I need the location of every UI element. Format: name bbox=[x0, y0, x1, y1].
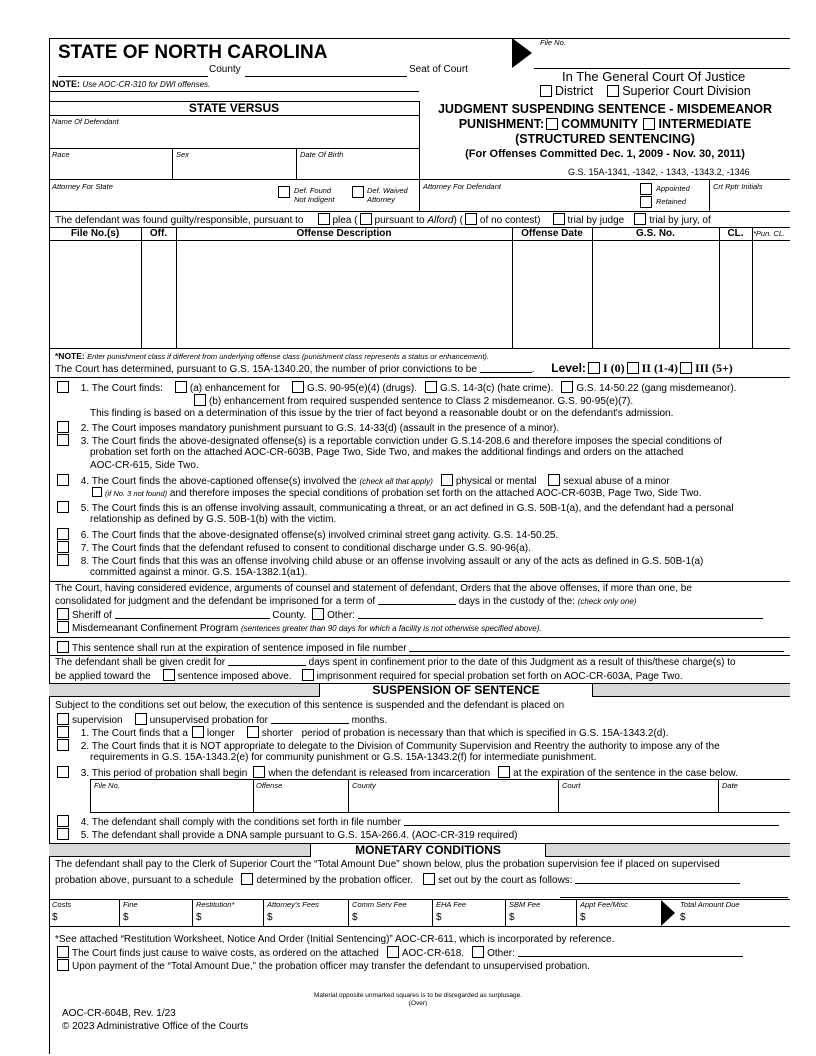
other-waive-checkbox[interactable] bbox=[472, 946, 484, 958]
finding-1-label: 1. The Court finds: bbox=[80, 383, 163, 394]
credit-label: The defendant shall be given credit for bbox=[55, 657, 226, 668]
total-dollar: $ bbox=[680, 912, 686, 923]
monetary-title: MONETARY CONDITIONS bbox=[310, 844, 546, 857]
susp-4-file-blank[interactable] bbox=[404, 816, 779, 826]
appt-fee-dollar: $ bbox=[580, 912, 586, 923]
finding-1-basis: This finding is based on a determination of this issue by the trier of fact beyond a reasonable doubt or on the defendant's admission. bbox=[90, 408, 674, 419]
finding-4b-checkbox[interactable] bbox=[92, 487, 102, 497]
comm-serv-label: Comm Serv Fee bbox=[352, 900, 407, 909]
hate-crime-checkbox[interactable] bbox=[425, 381, 437, 393]
eha-label: EHA Fee bbox=[436, 900, 467, 909]
case-file-no-label: File No. bbox=[94, 781, 120, 790]
col-cl: CL. bbox=[727, 228, 744, 239]
district-label: District bbox=[555, 84, 594, 98]
released-label: when the defendant is released from incarceration bbox=[268, 768, 491, 779]
attorney-label: Attorney bbox=[367, 195, 395, 204]
susp-1-rest: period of probation is necessary than that which is specified in G.S. 15A-1343.2(d). bbox=[301, 728, 669, 739]
case-court-label: Court bbox=[562, 781, 581, 790]
gs-citations: G.S. 15A-1341, -1342, - 1343, -1343.2, -1346 bbox=[568, 167, 750, 177]
prior-convictions-blank[interactable] bbox=[480, 363, 532, 373]
hate-crime-label: G.S. 14-3(c) (hate crime). bbox=[439, 383, 554, 394]
name-label: Name Of Defendant bbox=[52, 117, 119, 126]
county-label: County bbox=[209, 64, 241, 75]
not-indigent-checkbox[interactable] bbox=[278, 186, 290, 198]
finding-5-line2: relationship as defined by G.S. 50B-1(b) with the victim. bbox=[90, 514, 337, 525]
susp-2-line2: requirements in G.S. 15A-1343.2(e) for community punishment or G.S. 15A-1343.2(f) for intermediate punishment. bbox=[90, 752, 597, 763]
alford-label: pursuant to bbox=[374, 215, 425, 226]
dob-label: Date Of Birth bbox=[300, 150, 344, 159]
months-blank[interactable] bbox=[271, 714, 349, 724]
community-checkbox[interactable] bbox=[546, 118, 558, 130]
other-waive-blank[interactable] bbox=[518, 947, 743, 957]
finding-3-line2: probation set forth on the attached AOC-CR-603B, Page Two, Side Two, and makes the additional findings and orders on the attached bbox=[90, 447, 684, 458]
months-label: months. bbox=[351, 715, 388, 726]
schedule-blank[interactable] bbox=[575, 874, 740, 884]
note-bold: NOTE: bbox=[52, 79, 80, 89]
form-number: AOC-CR-604B, Rev. 1/23 bbox=[62, 1008, 176, 1019]
def-waived-checkbox[interactable] bbox=[352, 186, 364, 198]
drugs-label: G.S. 90-95(e)(4) (drugs). bbox=[306, 383, 417, 394]
aoc-618-label: AOC-CR-618. bbox=[401, 948, 465, 959]
other-custody-blank[interactable] bbox=[358, 609, 763, 619]
sheriff-label: Sheriff of bbox=[72, 610, 112, 621]
plea-checkbox[interactable] bbox=[318, 213, 330, 225]
finding-4-hint: (check all that apply) bbox=[359, 477, 433, 486]
unsupervised-label: unsupervised probation for bbox=[149, 715, 269, 726]
finding-1b-label: (b) enhancement from required suspended sentence to Class 2 misdemeanor. G.S. 90-95(e)(7). bbox=[209, 396, 634, 407]
finding-8-label: 8. The Court finds that this was an offense involving child abuse or an offense involving assault or any of the acts as defined in G.S. 50B-1(a) bbox=[80, 556, 704, 567]
susp-2-checkbox[interactable] bbox=[57, 739, 69, 751]
plea-label: plea ( bbox=[332, 215, 358, 226]
susp-1-checkbox[interactable] bbox=[57, 726, 69, 738]
expiration-sentence-label: at the expiration of the sentence in the case below. bbox=[513, 768, 738, 779]
finding-8-checkbox[interactable] bbox=[57, 554, 69, 566]
attorney-defendant-label: Attorney For Defendant bbox=[423, 182, 501, 191]
county-line[interactable] bbox=[58, 65, 208, 77]
trial-judge-checkbox[interactable] bbox=[553, 213, 565, 225]
probation-officer-label: determined by the probation officer. bbox=[256, 875, 414, 886]
note-text-2: Enter punishment class if different from underlying offense class (punishment class represents a status or enhancement). bbox=[87, 352, 489, 361]
finding-6-checkbox[interactable] bbox=[57, 528, 69, 540]
copyright: © 2023 Administrative Office of the Courts bbox=[62, 1021, 249, 1032]
mcp-note: (sentences greater than 90 days for which a facility is not otherwise specified above). bbox=[240, 624, 542, 633]
trial-judge-label: trial by judge bbox=[567, 215, 625, 226]
gang-checkbox[interactable] bbox=[561, 381, 573, 393]
waive-costs-checkbox[interactable] bbox=[57, 946, 69, 958]
suspension-band bbox=[49, 683, 790, 697]
col-file-no: File No.(s) bbox=[70, 228, 120, 239]
file-no-label: File No. bbox=[540, 38, 566, 47]
physical-label: physical or mental bbox=[455, 476, 537, 487]
case-county-label: County bbox=[352, 781, 376, 790]
over-note: (Over) bbox=[408, 1000, 428, 1007]
alford-italic: Alford bbox=[427, 215, 454, 226]
crt-rptr-label: Crt Rptr Initials bbox=[713, 182, 763, 191]
probation-officer-checkbox[interactable] bbox=[241, 873, 253, 885]
credit-line2: be applied toward the bbox=[55, 671, 151, 682]
level-1-label: I (0) bbox=[602, 361, 625, 375]
sheriff-county-blank[interactable] bbox=[115, 609, 270, 619]
finding-1a-label: (a) enhancement for bbox=[189, 383, 280, 394]
restitution-note: *See attached “Restitution Worksheet, Notice And Order (Initial Sentencing)” AOC-CR-611, which is incorporated by reference. bbox=[55, 934, 615, 945]
sexual-label: sexual abuse of a minor bbox=[563, 476, 670, 487]
costs-label: Costs bbox=[52, 900, 72, 909]
community-label: COMMUNITY bbox=[561, 117, 638, 131]
col-offense-date: Offense Date bbox=[521, 228, 583, 239]
longer-checkbox[interactable] bbox=[192, 726, 204, 738]
released-checkbox[interactable] bbox=[253, 766, 265, 778]
finding-2-checkbox[interactable] bbox=[57, 421, 69, 433]
appointed-label: Appointed bbox=[656, 184, 690, 193]
mcp-checkbox[interactable] bbox=[57, 621, 69, 633]
court-name: In The General Court Of Justice bbox=[562, 69, 746, 84]
aoc-618-checkbox[interactable] bbox=[387, 946, 399, 958]
physical-checkbox[interactable] bbox=[441, 474, 453, 486]
trial-jury-label: trial by jury, of bbox=[649, 215, 711, 226]
custody-line2: consolidated for judgment and the defendant be imprisoned for a term of bbox=[55, 596, 376, 607]
finding-7-label: 7. The Court finds that the defendant refused to consent to conditional discharge under G.S. 90-96(a). bbox=[80, 543, 531, 554]
finding-4-line2: and therefore imposes the special conditions of probation set forth on the attached AOC-CR-603B, Page Two, Side Two. bbox=[169, 488, 702, 499]
susp-4-label: 4. The defendant shall comply with the conditions set forth in file number bbox=[80, 817, 401, 828]
sheriff-checkbox[interactable] bbox=[57, 608, 69, 620]
eha-dollar: $ bbox=[436, 912, 442, 923]
special-probation-label: imprisonment required for special probation set forth on AOC-CR-603A, Page Two. bbox=[316, 671, 683, 682]
finding-1b-checkbox[interactable] bbox=[194, 394, 206, 406]
col-gs-no: G.S. No. bbox=[636, 228, 675, 239]
appt-fee-label: Appt Fee/Misc bbox=[580, 900, 628, 909]
transfer-label: Upon payment of the “Total Amount Due,” the probation officer may transfer the defendant to unsupervised probation. bbox=[72, 961, 590, 972]
susp-5-label: 5. The defendant shall provide a DNA sample pursuant to G.S. 15A-266.4. (AOC-CR-319 required) bbox=[80, 830, 518, 841]
finding-8-line2: committed against a minor. G.S. 15A-1382.1(a1). bbox=[90, 567, 308, 578]
term-blank[interactable] bbox=[378, 595, 456, 605]
structured-label: (STRUCTURED SENTENCING) bbox=[515, 132, 695, 146]
judgment-title: JUDGMENT SUSPENDING SENTENCE - MISDEMEANOR bbox=[437, 102, 773, 116]
col-off: Off. bbox=[149, 228, 168, 239]
costs-dollar: $ bbox=[52, 912, 58, 923]
monetary-line1: The defendant shall pay to the Clerk of Superior Court the “Total Amount Due” shown below, plus the probation supervision fee if placed on supervised bbox=[55, 859, 720, 870]
district-checkbox[interactable] bbox=[540, 85, 552, 97]
sexual-checkbox[interactable] bbox=[548, 474, 560, 486]
attorney-state-label: Attorney For State bbox=[52, 182, 113, 191]
level-3-label: III (5+) bbox=[694, 361, 733, 375]
superior-label: Superior Court Division bbox=[622, 84, 751, 98]
def-found-label: Def. Found bbox=[294, 186, 332, 195]
other-waive-label: Other: bbox=[487, 948, 515, 959]
case-offense-label: Offense bbox=[256, 781, 283, 790]
drugs-checkbox[interactable] bbox=[292, 381, 304, 393]
monetary-band bbox=[49, 843, 790, 857]
gang-label: G.S. 14-50.22 (gang misdemeanor). bbox=[576, 383, 737, 394]
finding-1-checkbox[interactable] bbox=[57, 381, 69, 393]
total-arrow-icon bbox=[661, 900, 676, 926]
state-title: STATE OF NORTH CAROLINA bbox=[58, 42, 328, 63]
level-3-checkbox[interactable] bbox=[680, 362, 692, 374]
susp-5-checkbox[interactable] bbox=[57, 828, 69, 840]
finding-4-label: 4. The Court finds the above-captioned offense(s) involved the bbox=[80, 476, 357, 487]
retained-label: Retained bbox=[656, 197, 687, 206]
def-waived-label: Def. Waived bbox=[367, 186, 408, 195]
finding-5-checkbox[interactable] bbox=[57, 501, 69, 513]
punishment-label: PUNISHMENT: bbox=[458, 117, 545, 131]
trial-jury-checkbox[interactable] bbox=[634, 213, 646, 225]
case-date-label: Date bbox=[722, 781, 738, 790]
court-schedule-checkbox[interactable] bbox=[423, 873, 435, 885]
surplus-note: Material opposite unmarked squares is to be disregarded as surplusage. bbox=[313, 992, 523, 999]
plea-intro: The defendant was found guilty/responsible, pursuant to bbox=[55, 215, 304, 226]
mcp-label: Misdemeanant Confinement Program bbox=[72, 623, 239, 634]
supervision-checkbox[interactable] bbox=[57, 713, 69, 725]
col-pun-cl: *Pun. CL. bbox=[753, 229, 786, 238]
seat-label: Seat of Court bbox=[409, 64, 468, 75]
susp-1-label: 1. The Court finds that a bbox=[80, 728, 188, 739]
plea-paren: ) ( bbox=[453, 215, 463, 226]
finding-2-label: 2. The Court imposes mandatory punishment pursuant to G.S. 14-33(d) (assault in the presence of a minor). bbox=[80, 423, 560, 434]
susp-4-checkbox[interactable] bbox=[57, 815, 69, 827]
susp-3-label: 3. This period of probation shall begin bbox=[80, 768, 248, 779]
race-label: Race bbox=[52, 150, 70, 159]
shorter-checkbox[interactable] bbox=[247, 726, 259, 738]
intermediate-label: INTERMEDIATE bbox=[658, 117, 752, 131]
superior-checkbox[interactable] bbox=[607, 85, 619, 97]
level-label: Level: bbox=[551, 361, 586, 375]
fine-label: Fine bbox=[123, 900, 138, 909]
suspension-line1: Subject to the conditions set out below, the execution of this sentence is suspended and the defendant is placed on bbox=[55, 700, 565, 711]
expiration-checkbox[interactable] bbox=[57, 641, 69, 653]
sbm-dollar: $ bbox=[509, 912, 515, 923]
restitution-dollar: $ bbox=[196, 912, 202, 923]
col-description: Offense Description bbox=[296, 228, 392, 239]
expiration-sentence-checkbox[interactable] bbox=[498, 766, 510, 778]
no-contest-checkbox[interactable] bbox=[465, 213, 477, 225]
transfer-checkbox[interactable] bbox=[57, 959, 69, 971]
prior-convictions-text: The Court has determined, pursuant to G.S. 15A-1340.20, the number of prior convictions to be bbox=[55, 364, 477, 375]
county-label-2: County. bbox=[272, 610, 307, 621]
finding-4-note: (if No. 3 not found) bbox=[105, 489, 168, 498]
credit-line1: days spent in confinement prior to the date of this Judgment as a result of this/these charge(s) to bbox=[308, 657, 736, 668]
note-bold-2: *NOTE: bbox=[55, 351, 85, 361]
custody-days: days in the custody of the: bbox=[458, 596, 575, 607]
not-indigent-label: Not Indigent bbox=[294, 195, 335, 204]
intermediate-checkbox[interactable] bbox=[643, 118, 655, 130]
other-custody-label: Other: bbox=[327, 610, 355, 621]
finding-6-label: 6. The Court finds that the above-designated offense(s) involved criminal street gang activity. G.S. 14-50.25. bbox=[80, 530, 559, 541]
shorter-label: shorter bbox=[261, 728, 293, 739]
sentence-imposed-label: sentence imposed above. bbox=[177, 671, 292, 682]
retained-checkbox[interactable] bbox=[640, 196, 652, 208]
credit-days-blank[interactable] bbox=[228, 656, 306, 666]
finding-3-label: 3. The Court finds the above-designated offense(s) is a reportable conviction under G.S.14-208.6 and therefore imposes the special conditions of bbox=[80, 436, 722, 447]
other-custody-checkbox[interactable] bbox=[312, 608, 324, 620]
longer-label: longer bbox=[206, 728, 235, 739]
level-1-checkbox[interactable] bbox=[588, 362, 600, 374]
appointed-checkbox[interactable] bbox=[640, 183, 652, 195]
susp-3-checkbox[interactable] bbox=[57, 766, 69, 778]
sentence-imposed-checkbox[interactable] bbox=[163, 669, 175, 681]
expiration-file-blank[interactable] bbox=[409, 642, 784, 652]
finding-7-checkbox[interactable] bbox=[57, 541, 69, 553]
unsupervised-checkbox[interactable] bbox=[135, 713, 147, 725]
waive-costs-label: The Court finds just cause to waive costs, as ordered on the attached bbox=[72, 948, 379, 959]
court-schedule-label: set out by the court as follows: bbox=[438, 875, 573, 886]
special-probation-checkbox[interactable] bbox=[302, 669, 314, 681]
offenses-dates: (For Offenses Committed Dec. 1, 2009 - Nov. 30, 2011) bbox=[465, 148, 745, 160]
total-label: Total Amount Due bbox=[680, 900, 740, 909]
check-one-hint: (check only one) bbox=[577, 597, 637, 606]
susp-2-label: 2. The Court finds that it is NOT appropriate to delegate to the Division of Community Supervision and Reentry the authority to impose any of the bbox=[80, 741, 720, 752]
alford-checkbox[interactable] bbox=[360, 213, 372, 225]
level-2-label: II (1-4) bbox=[641, 361, 678, 375]
no-contest-label: of no contest) bbox=[479, 215, 541, 226]
seat-line[interactable] bbox=[245, 65, 407, 77]
finding-3-line3: AOC-CR-615, Side Two. bbox=[90, 460, 199, 471]
custody-line1: The Court, having considered evidence, arguments of counsel and statement of defendant, Orders that the above offenses, if more than one, be bbox=[55, 583, 692, 594]
state-versus: STATE VERSUS bbox=[188, 101, 280, 115]
restitution-label: Restitution* bbox=[196, 900, 235, 909]
suspension-title: SUSPENSION OF SENTENCE bbox=[319, 684, 593, 697]
finding-4-checkbox[interactable] bbox=[57, 474, 69, 486]
expiration-label: This sentence shall run at the expiration of sentence imposed in file number bbox=[72, 643, 407, 654]
note-text: Use AOC-CR-310 for DWI offenses. bbox=[82, 80, 211, 89]
attorney-fees-dollar: $ bbox=[267, 912, 273, 923]
supervision-label: supervision bbox=[72, 715, 123, 726]
finding-5-label: 5. The Court finds this is an offense involving assault, communicating a threat, or an act defined in G.S. 50B-1(a), and the defendant had a personal bbox=[80, 503, 734, 514]
attorney-fees-label: Attorney's Fees bbox=[267, 900, 319, 909]
finding-1a-checkbox[interactable] bbox=[175, 381, 187, 393]
arrow-icon bbox=[512, 38, 534, 68]
monetary-line2: probation above, pursuant to a schedule bbox=[55, 875, 234, 886]
sbm-label: SBM Fee bbox=[509, 900, 541, 909]
comm-serv-dollar: $ bbox=[352, 912, 358, 923]
fine-dollar: $ bbox=[123, 912, 129, 923]
sex-label: Sex bbox=[176, 150, 189, 159]
level-2-checkbox[interactable] bbox=[627, 362, 639, 374]
offense-table-body[interactable] bbox=[50, 241, 790, 347]
finding-3-checkbox[interactable] bbox=[57, 434, 69, 446]
